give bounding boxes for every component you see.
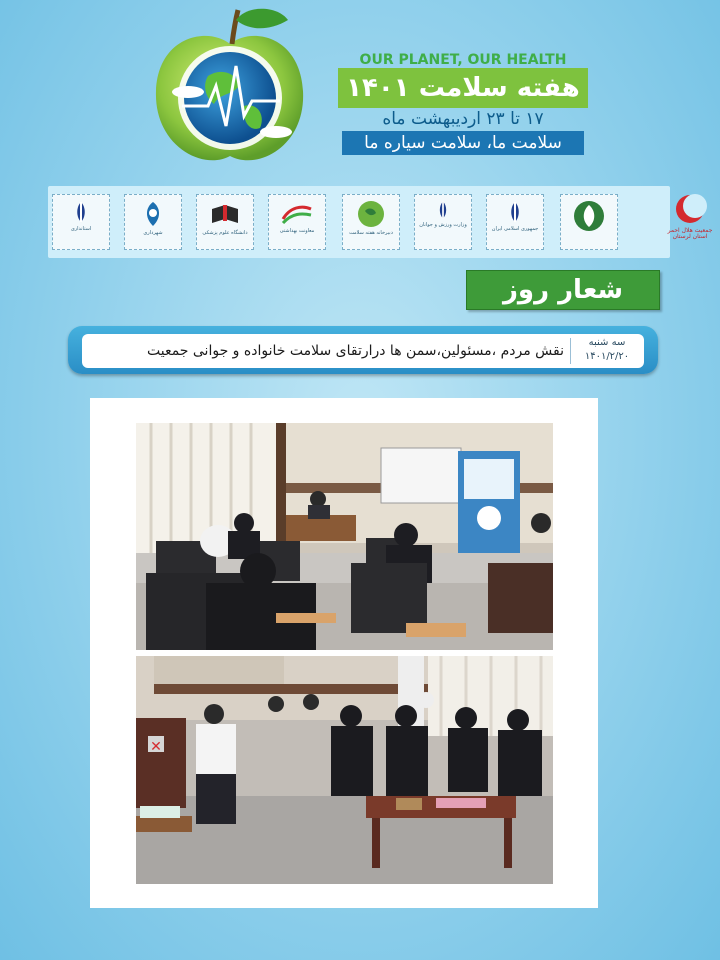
environment-emblem-icon (572, 199, 606, 233)
photo-panel (90, 398, 598, 908)
environment-logo (560, 194, 618, 250)
green-globe-icon (356, 199, 386, 229)
week-dates: ۱۷ تا ۲۳ اردیبهشت ماه (382, 109, 544, 129)
persian-title: هفته سلامت ۱۴۰۱ (338, 68, 588, 108)
health-week-title-block (338, 52, 588, 154)
municipality-emblem-icon (138, 199, 168, 229)
health-week-secretariat-logo: دبیرخانه هفته سلامت (342, 194, 400, 250)
day-slogan-heading: شعار روز (466, 270, 660, 310)
meeting-photo-top (136, 423, 553, 650)
red-crescent-logo: جمعیت هلال احمر استان لرستان (664, 192, 716, 252)
banner-weekday: سه شنبه (588, 337, 626, 348)
university-book-icon (208, 199, 242, 229)
daily-slogan-text: نقش مردم ،مسئولین،سمن ها درارتقای سلامت خانواده و جوانی جمعیت (146, 343, 564, 359)
sport-ministry-logo: وزارت ورزش و جوانان (414, 194, 472, 250)
governorate-logo: استانداری (52, 194, 110, 250)
iran-emblem-icon (432, 199, 454, 221)
iran-emblem-icon (502, 199, 528, 225)
health-deputy-logo: معاونت بهداشتی (268, 194, 326, 250)
svg-text:✕: ✕ (150, 739, 162, 755)
daily-slogan-box (82, 334, 644, 368)
health-week-apple-globe-logo (148, 6, 313, 171)
sponsor-logo-strip (48, 186, 713, 258)
red-crescent-icon (673, 192, 707, 226)
iran-emblem-icon (68, 199, 94, 225)
daily-slogan-banner (68, 326, 658, 374)
ministry-logo: جمهوری اسلامی ایران (486, 194, 544, 250)
health-swoosh-icon (280, 199, 314, 227)
municipality-logo: شهرداری (124, 194, 182, 250)
english-title: OUR PLANET, OUR HEALTH (359, 52, 567, 68)
audience-photo-bottom (136, 656, 553, 884)
banner-date: ۱۴۰۱/۲/۲۰ (584, 351, 630, 362)
week-slogan: سلامت ما، سلامت سیاره ما (342, 131, 584, 155)
banner-divider (570, 338, 571, 364)
university-logo: دانشگاه علوم پزشکی (196, 194, 254, 250)
